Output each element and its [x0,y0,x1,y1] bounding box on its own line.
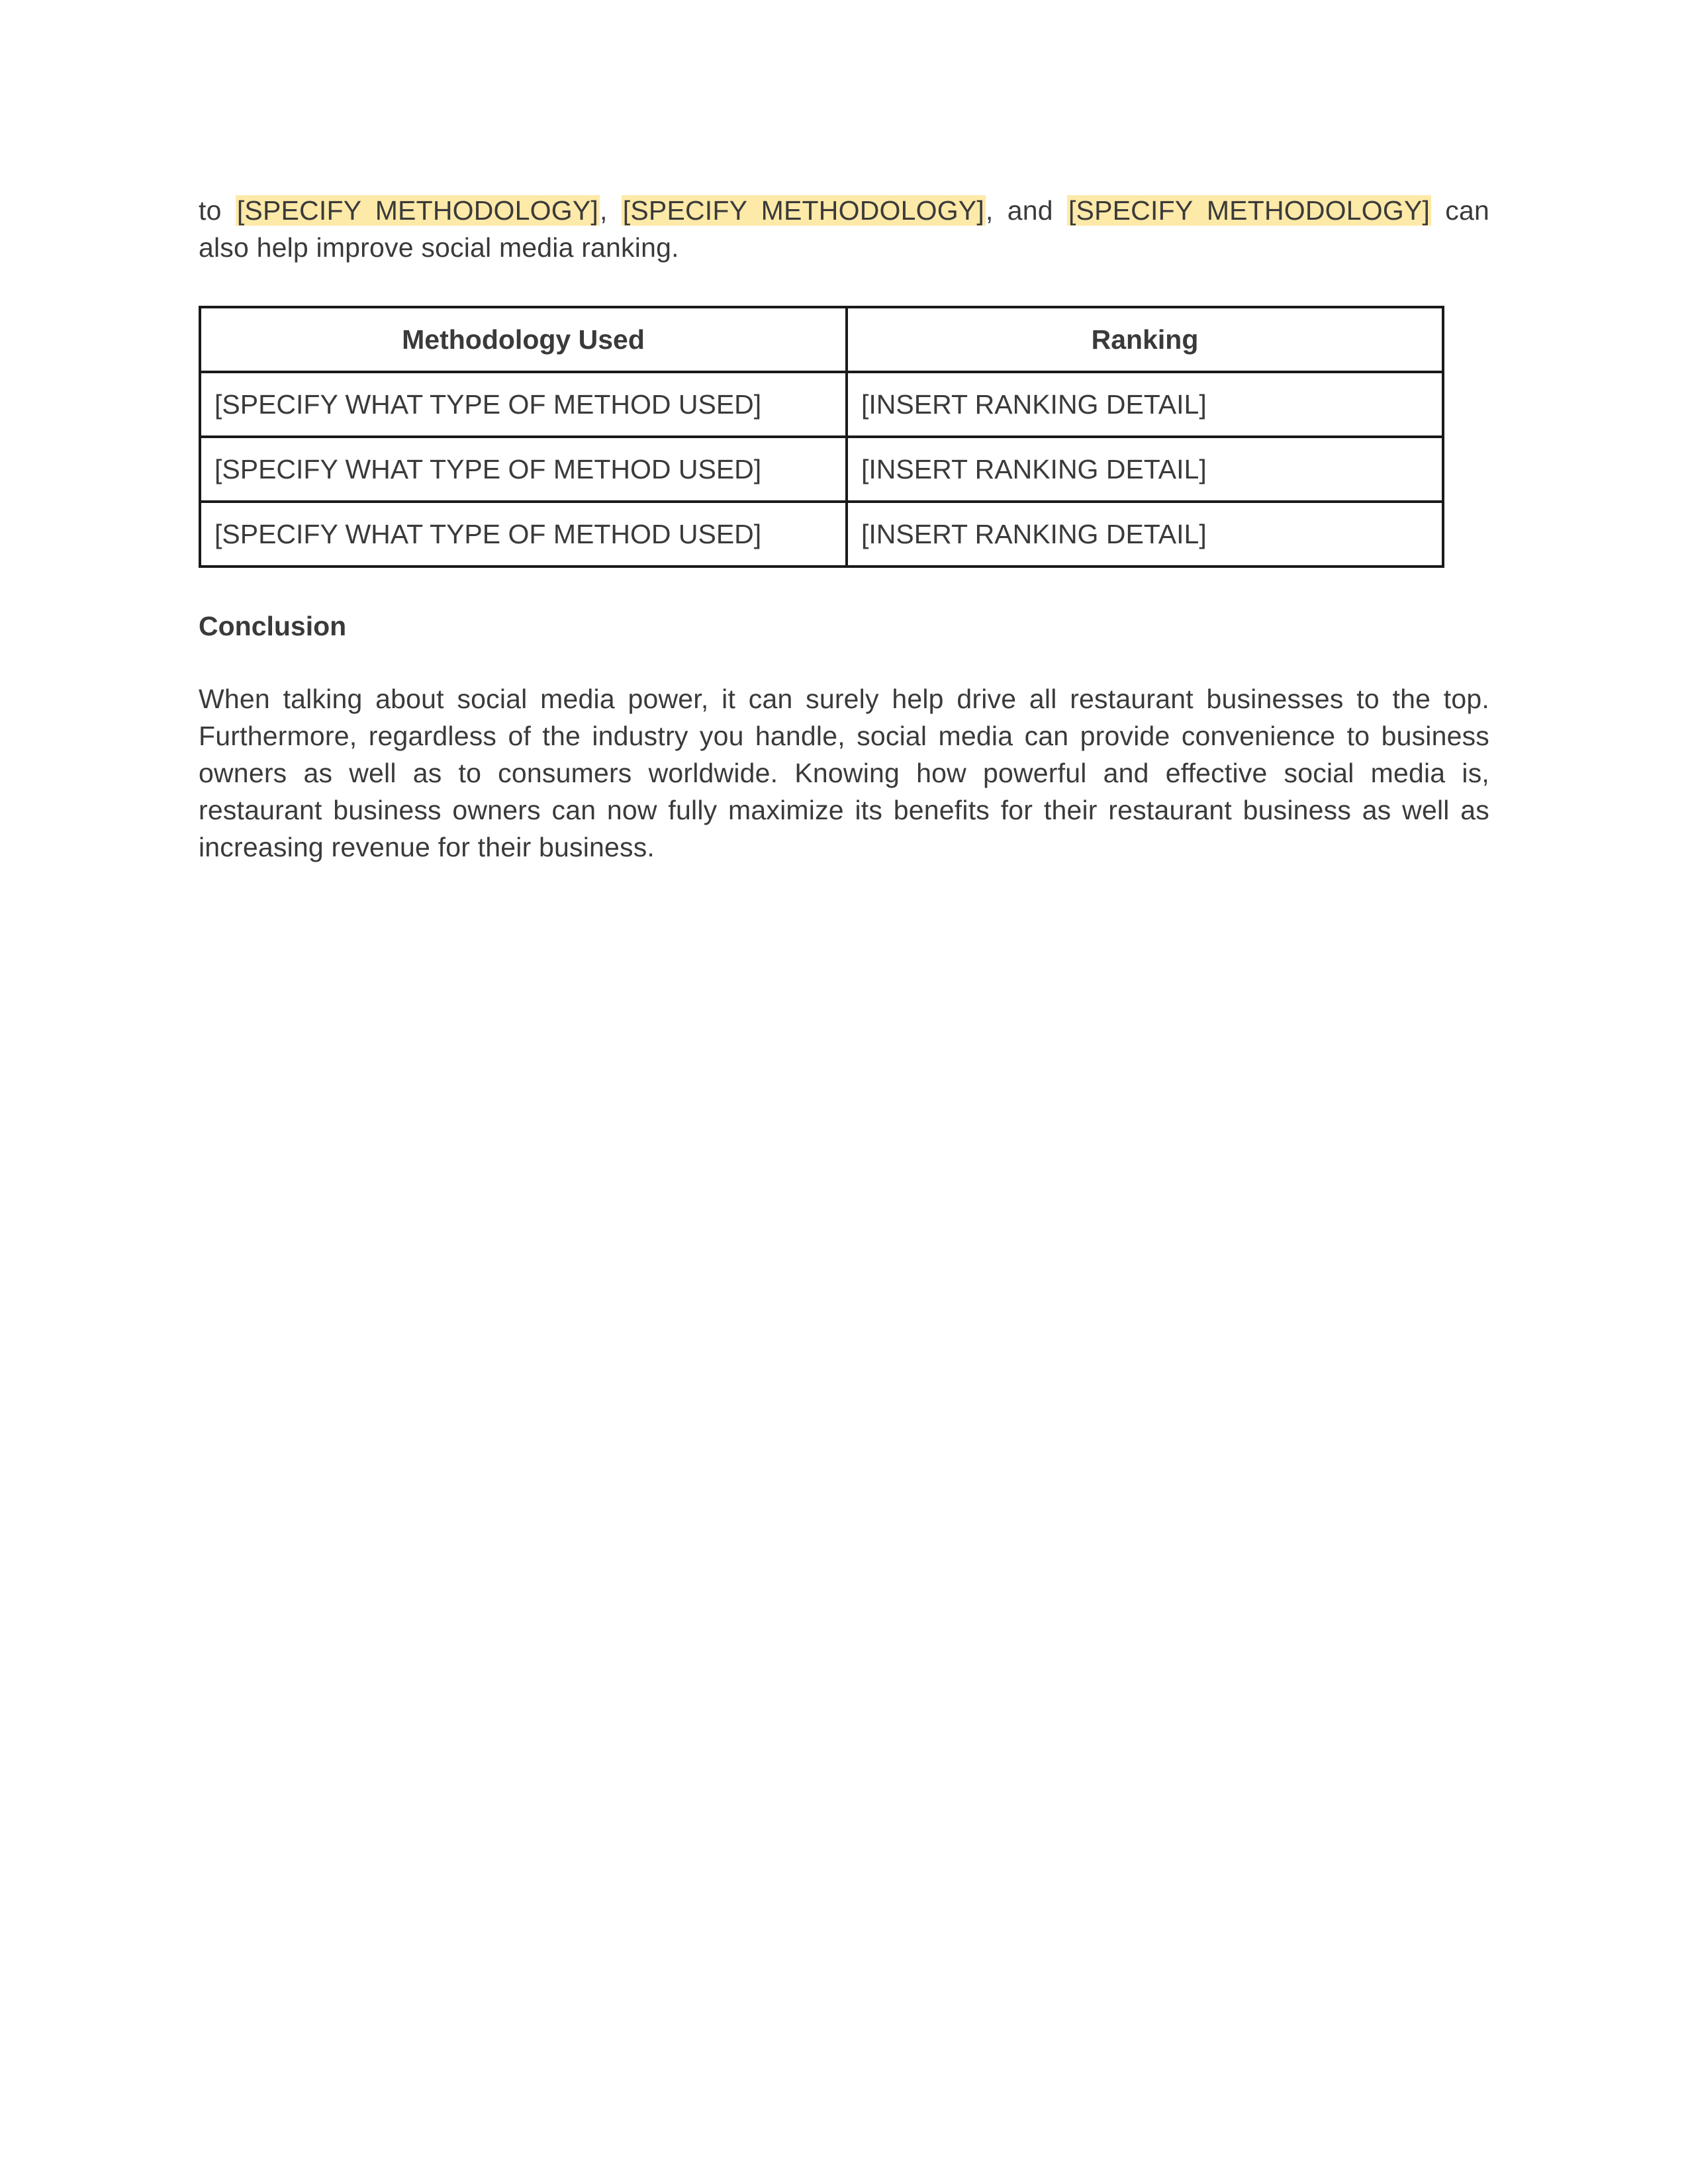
header-methodology-used: Methodology Used [200,307,847,372]
methodology-placeholder-1: [SPECIFY METHODOLOGY] [236,195,598,226]
document-page [199,192,1489,866]
table-row [200,502,1443,567]
methodology-ranking-table [199,306,1444,568]
intro-prefix: to [199,195,236,226]
table-header-row [200,307,1443,372]
header-ranking: Ranking [847,307,1443,372]
table-row [200,437,1443,502]
intro-paragraph [199,192,1489,266]
cell-ranking: [INSERT RANKING DETAIL] [847,502,1443,567]
intro-separator-2: , and [985,195,1067,226]
cell-method: [SPECIFY WHAT TYPE OF METHOD USED] [200,437,847,502]
table-row [200,372,1443,437]
cell-ranking: [INSERT RANKING DETAIL] [847,437,1443,502]
cell-ranking: [INSERT RANKING DETAIL] [847,372,1443,437]
cell-method: [SPECIFY WHAT TYPE OF METHOD USED] [200,372,847,437]
methodology-placeholder-2: [SPECIFY METHODOLOGY] [622,195,984,226]
conclusion-paragraph: When talking about social media power, it can surely help drive all restaurant businesses to the top. Furthermore, regardless of the industry you handle, social media can provide convenience to business owners as well as to consumers worldwide. Knowing how powerful and effective social media is, restaurant business owners can now fully maximize its benefits for their restaurant business as well as increasing revenue for their business. [199,684,1489,862]
cell-method: [SPECIFY WHAT TYPE OF METHOD USED] [200,502,847,567]
conclusion-heading: Conclusion [199,611,347,641]
intro-suffix: can also help improve social media ranking. [199,195,1490,263]
methodology-placeholder-3: [SPECIFY METHODOLOGY] [1068,195,1430,226]
intro-separator-1: , [599,195,622,226]
